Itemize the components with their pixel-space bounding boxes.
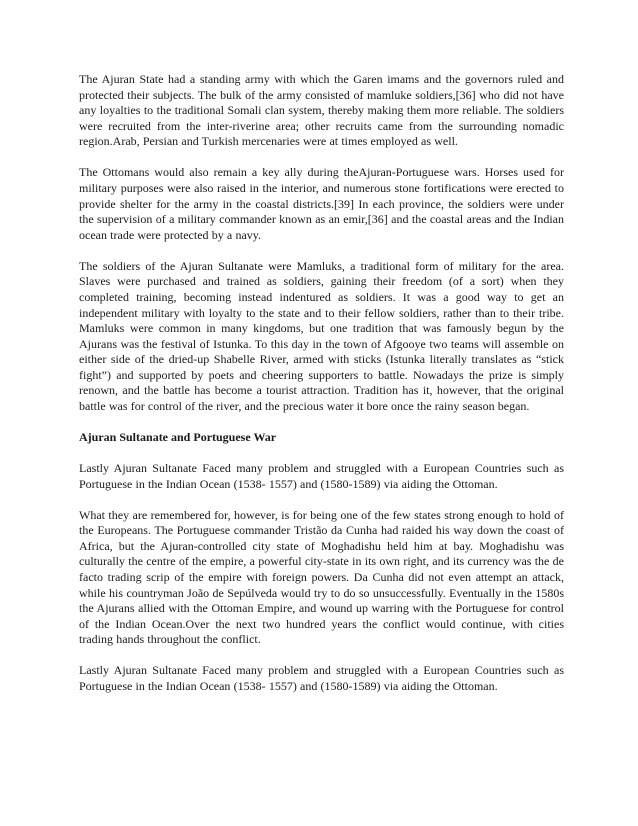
document-page [79,72,564,710]
paragraph-portuguese-war-repeat: Lastly Ajuran Sultanate Faced many problem and struggled with a European Countries such as Portuguese in the Indian Ocean (1538- 1557) and (1580-1589) via aiding the Ottoman. [79,663,564,693]
paragraph-mamluks: The soldiers of the Ajuran Sultanate were Mamluks, a traditional form of military for the area. Slaves were purchased and trained as soldiers, gaining their freedom (of a sort) when they completed training, becoming instead indentured as soldiers. It was a good way to get an independent military with loyalty to the state and to their fellow soldiers, rather than to their tribe. Mamluks were common in many kingdoms, but one tradition that was famously begun by the Ajurans was the festival of Istunka. To this day in the town of Afgooye two teams will assemble on either side of the dried-up Shabelle River, armed with sticks (Istunka literally translates as “stick fight”) and supported by poets and cheering supporters to battle. Nowadays the prize is simply renown, and the battle has become a tourist attraction. Tradition has it, however, that the original battle was for control of the river, and the precious water it bore once the rainy season began. [79,258,564,414]
paragraph-portuguese-war: Lastly Ajuran Sultanate Faced many problem and struggled with a European Countries such as Portuguese in the Indian Ocean (1538- 1557) and (1580-1589) via aiding the Ottoman. [79,461,564,491]
paragraph-ottomans: The Ottomans would also remain a key ally during theAjuran-Portuguese wars. Horses used for military purposes were also raised in the interior, and numerous stone fortifications were erected to provide shelter for the army in the coastal districts.[39] In each province, the soldiers were under the supervision of a military commander known as an emir,[36] and the coastal areas and the Indian ocean trade were protected by a navy. [79,165,564,242]
section-heading: Ajuran Sultanate and Portuguese War [79,430,277,445]
paragraph-remembered: What they are remembered for, however, is for being one of the few states strong enough to hold of the Europeans. The Portuguese commander Tristão da Cunha had raided his way down the coast of Africa, but the Ajuran-controlled city state of Moghadishu held him at bay. Moghadishu was culturally the centre of the empire, a powerful city-state in its own right, and its currency was the de facto trading scrip of the empire with foreign powers. Da Cunha did not even attempt an attack, while his countryman João de Sepúlveda would try to do so unsuccessfully. Eventually in the 1580s the Ajurans allied with the Ottoman Empire, and wound up warring with the Portuguese for control of the Indian Ocean.Over the next two hundred years the conflict would continue, with cities trading hands throughout the conflict. [79,507,564,647]
paragraph-army: The Ajuran State had a standing army with which the Garen imams and the governors ruled and protected their subjects. The bulk of the army consisted of mamluke soldiers,[36] who did not have any loyalties to the traditional Somali clan system, thereby making them more reliable. The soldiers were recruited from the inter-riverine area; other recruits came from the surrounding nomadic region.Arab, Persian and Turkish mercenaries were at times employed as well. [79,72,564,149]
